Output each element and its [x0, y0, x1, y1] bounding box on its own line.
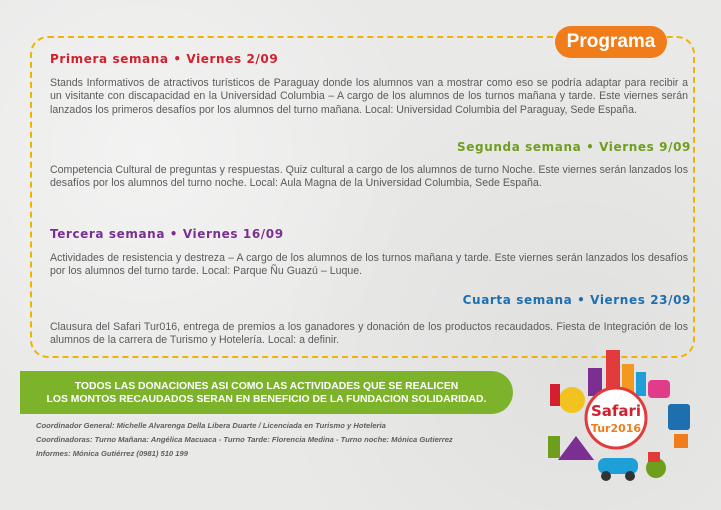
banner-line2: LOS MONTOS RECAUDADOS SERAN EN BENEFICIO DE LA FUNDACION SOLIDARIDAD. [46, 393, 487, 405]
banner-line1: TODOS LAS DONACIONES ASI COMO LAS ACTIVIDADES QUE SE REALICEN [74, 380, 459, 392]
week4-text: Clausura del Safari Tur016, entrega de premios a los ganadores y donación de los productos recaudados. Fiesta de Integración de los alumnos de la carrera de Turismo y Hotelería. Local: a definir. [50, 321, 688, 347]
week3-text: Actividades de resistencia y destreza – A cargo de los alumnos de los turnos mañana y tarde. Este viernes serán lanzados los desafíos por los alumnos del turno tarde. Local: Parque Ñu Guazú – Luque. [50, 252, 688, 278]
logo-bag-icon [648, 380, 670, 398]
logo-word-safari: Safari [590, 402, 642, 420]
logo-sun-icon [559, 387, 585, 413]
credits-coordinator: Coordinador General: Michelle Alvarenga Della Libera Duarte / Licenciada en Turismo y Hoteleria [36, 421, 386, 430]
week2-heading: Segunda semana • Viernes 9/09 [457, 140, 691, 154]
logo-word-tur: Tur2016 [590, 422, 642, 435]
logo-suitcase-icon [550, 384, 560, 406]
program-badge: Programa [555, 26, 667, 58]
credits-contact: Informes: Mónica Gutiérrez (0981) 510 199 [36, 449, 188, 458]
logo-bus-icon [668, 404, 690, 430]
credits-shift-coordinators: Coordinadoras: Turno Mañana: Angélica Macuaca - Turno Tarde: Florencia Medina - Turno noche: Mónica Gutierrez [36, 435, 453, 444]
logo-mountain-icon [558, 436, 594, 460]
week3-heading: Tercera semana • Viernes 16/09 [50, 227, 284, 241]
week1-text: Stands Informativos de atractivos turísticos de Paraguay donde los alumnos van a mostrar como eso se podría adaptar para recibir a un visitante con discapacidad en la Universidad Columbia – A cargo de los alumnos de los turnos mañana y tarde. Este viernes serán lanzados los primeros desafíos por los alumnos del turno mañana. Local: Universidad Columbia del Paraguay, Sede España. [50, 77, 688, 116]
week2-text: Competencia Cultural de preguntas y respuestas. Quiz cultural a cargo de los alumnos de turno Noche. Este viernes serán lanzados los desafíos por los alumnos del turno noche. Local: Aula Magna de la Universidad Columbia, Sede España. [50, 164, 688, 190]
logo-shape-icon [674, 434, 688, 448]
logo-wheel-icon [601, 471, 611, 481]
donation-banner [20, 371, 513, 414]
week4-heading: Cuarta semana • Viernes 23/09 [462, 293, 691, 307]
week1-heading: Primera semana • Viernes 2/09 [50, 52, 279, 66]
logo-building-icon [636, 372, 646, 396]
logo-wheel-icon [625, 471, 635, 481]
logo-tree-icon [548, 436, 560, 458]
safari-tur-logo [528, 340, 708, 505]
logo-shape-icon [648, 452, 660, 462]
